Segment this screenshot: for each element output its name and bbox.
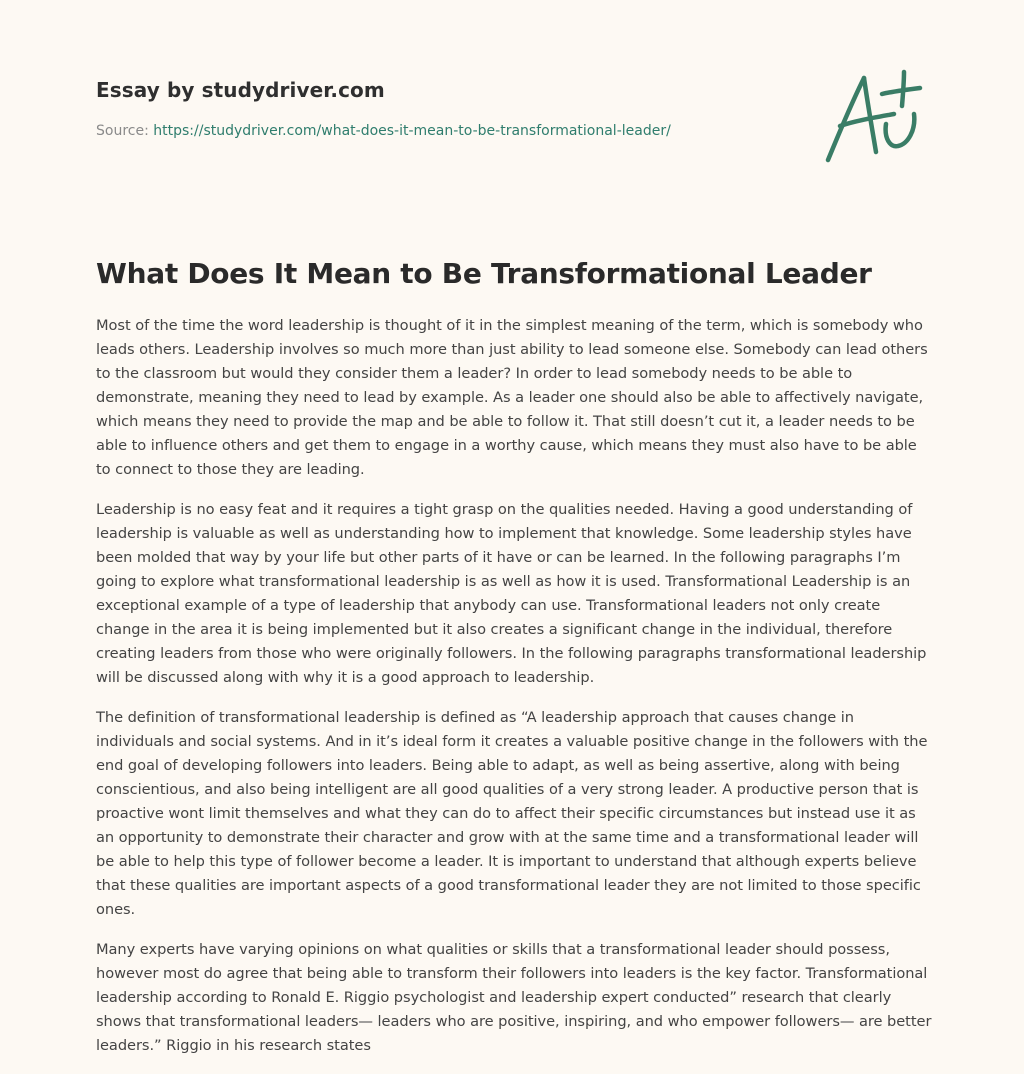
source-link[interactable]: https://studydriver.com/what-does-it-mean-to-be-transformational-leader/: [153, 123, 671, 139]
paragraph: Most of the time the word leadership is thought of it in the simplest meaning of the term, which is somebody who leads others. Leadership involves so much more than just ability to lead someone else. Somebody can lead others to the classroom but would they consider them a leader? In order to lead somebody needs to be able to demonstrate, meaning they need to lead by example. As a leader one should also be able to affectively navigate, which means they need to provide the map and be able to follow it. That still doesn’t cut it, a leader needs to be able to influence others and get them to engage in a worthy cause, which means they must also have to be able to connect to those they are leading.: [96, 317, 928, 478]
paragraph: Many experts have varying opinions on what qualities or skills that a transformational leader should possess, however most do agree that being able to transform their followers into leaders is the key factor. Transformational leadership according to Ronald E. Riggio psychologist and leadership expert conducted” research that clearly shows that transformational leaders— leaders who are positive, inspiring, and who empower followers— are better leaders.” Riggio in his research states: [96, 941, 932, 1054]
essay-header: [96, 76, 796, 141]
paragraph: The definition of transformational leadership is defined as “A leadership approach that causes change in individuals and social systems. And in it’s ideal form it creates a valuable positive change in the followers with the end goal of developing followers into leaders. Being able to adapt, as well as being assertive, along with being conscientious, and also being intelligent are all good qualities of a very strong leader. A productive person that is proactive wont limit themselves and what they can do to affect their specific circumstances but instead use it as an opportunity to demonstrate their character and grow with at the same time and a transformational leader will be able to help this type of follower become a leader. It is important to understand that although experts believe that these qualities are important aspects of a good transformational leader they are not limited to those specific ones.: [96, 709, 928, 918]
essay-body: [96, 314, 932, 1074]
essay-title: What Does It Mean to Be Transformational Leader: [96, 257, 872, 290]
source-label: Source:: [96, 123, 154, 139]
a-plus-logo-icon: [818, 66, 930, 166]
source-line: [96, 121, 796, 141]
brand-title: Essay by studydriver.com: [96, 78, 385, 102]
paragraph: Leadership is no easy feat and it requires a tight grasp on the qualities needed. Having a good understanding of leadership is valuable as well as understanding how to implement that knowledge. Some leadership styles have been molded that way by your life but other parts of it have or can be learned. In the following paragraphs I’m going to explore what transformational leadership is as well as how it is used. Transformational Leadership is an exceptional example of a type of leadership that anybody can use. Transformational leaders not only create change in the area it is being implemented but it also creates a significant change in the individual, therefore creating leaders from those who were originally followers. In the following paragraphs transformational leadership will be discussed along with why it is a good approach to leadership.: [96, 501, 927, 686]
